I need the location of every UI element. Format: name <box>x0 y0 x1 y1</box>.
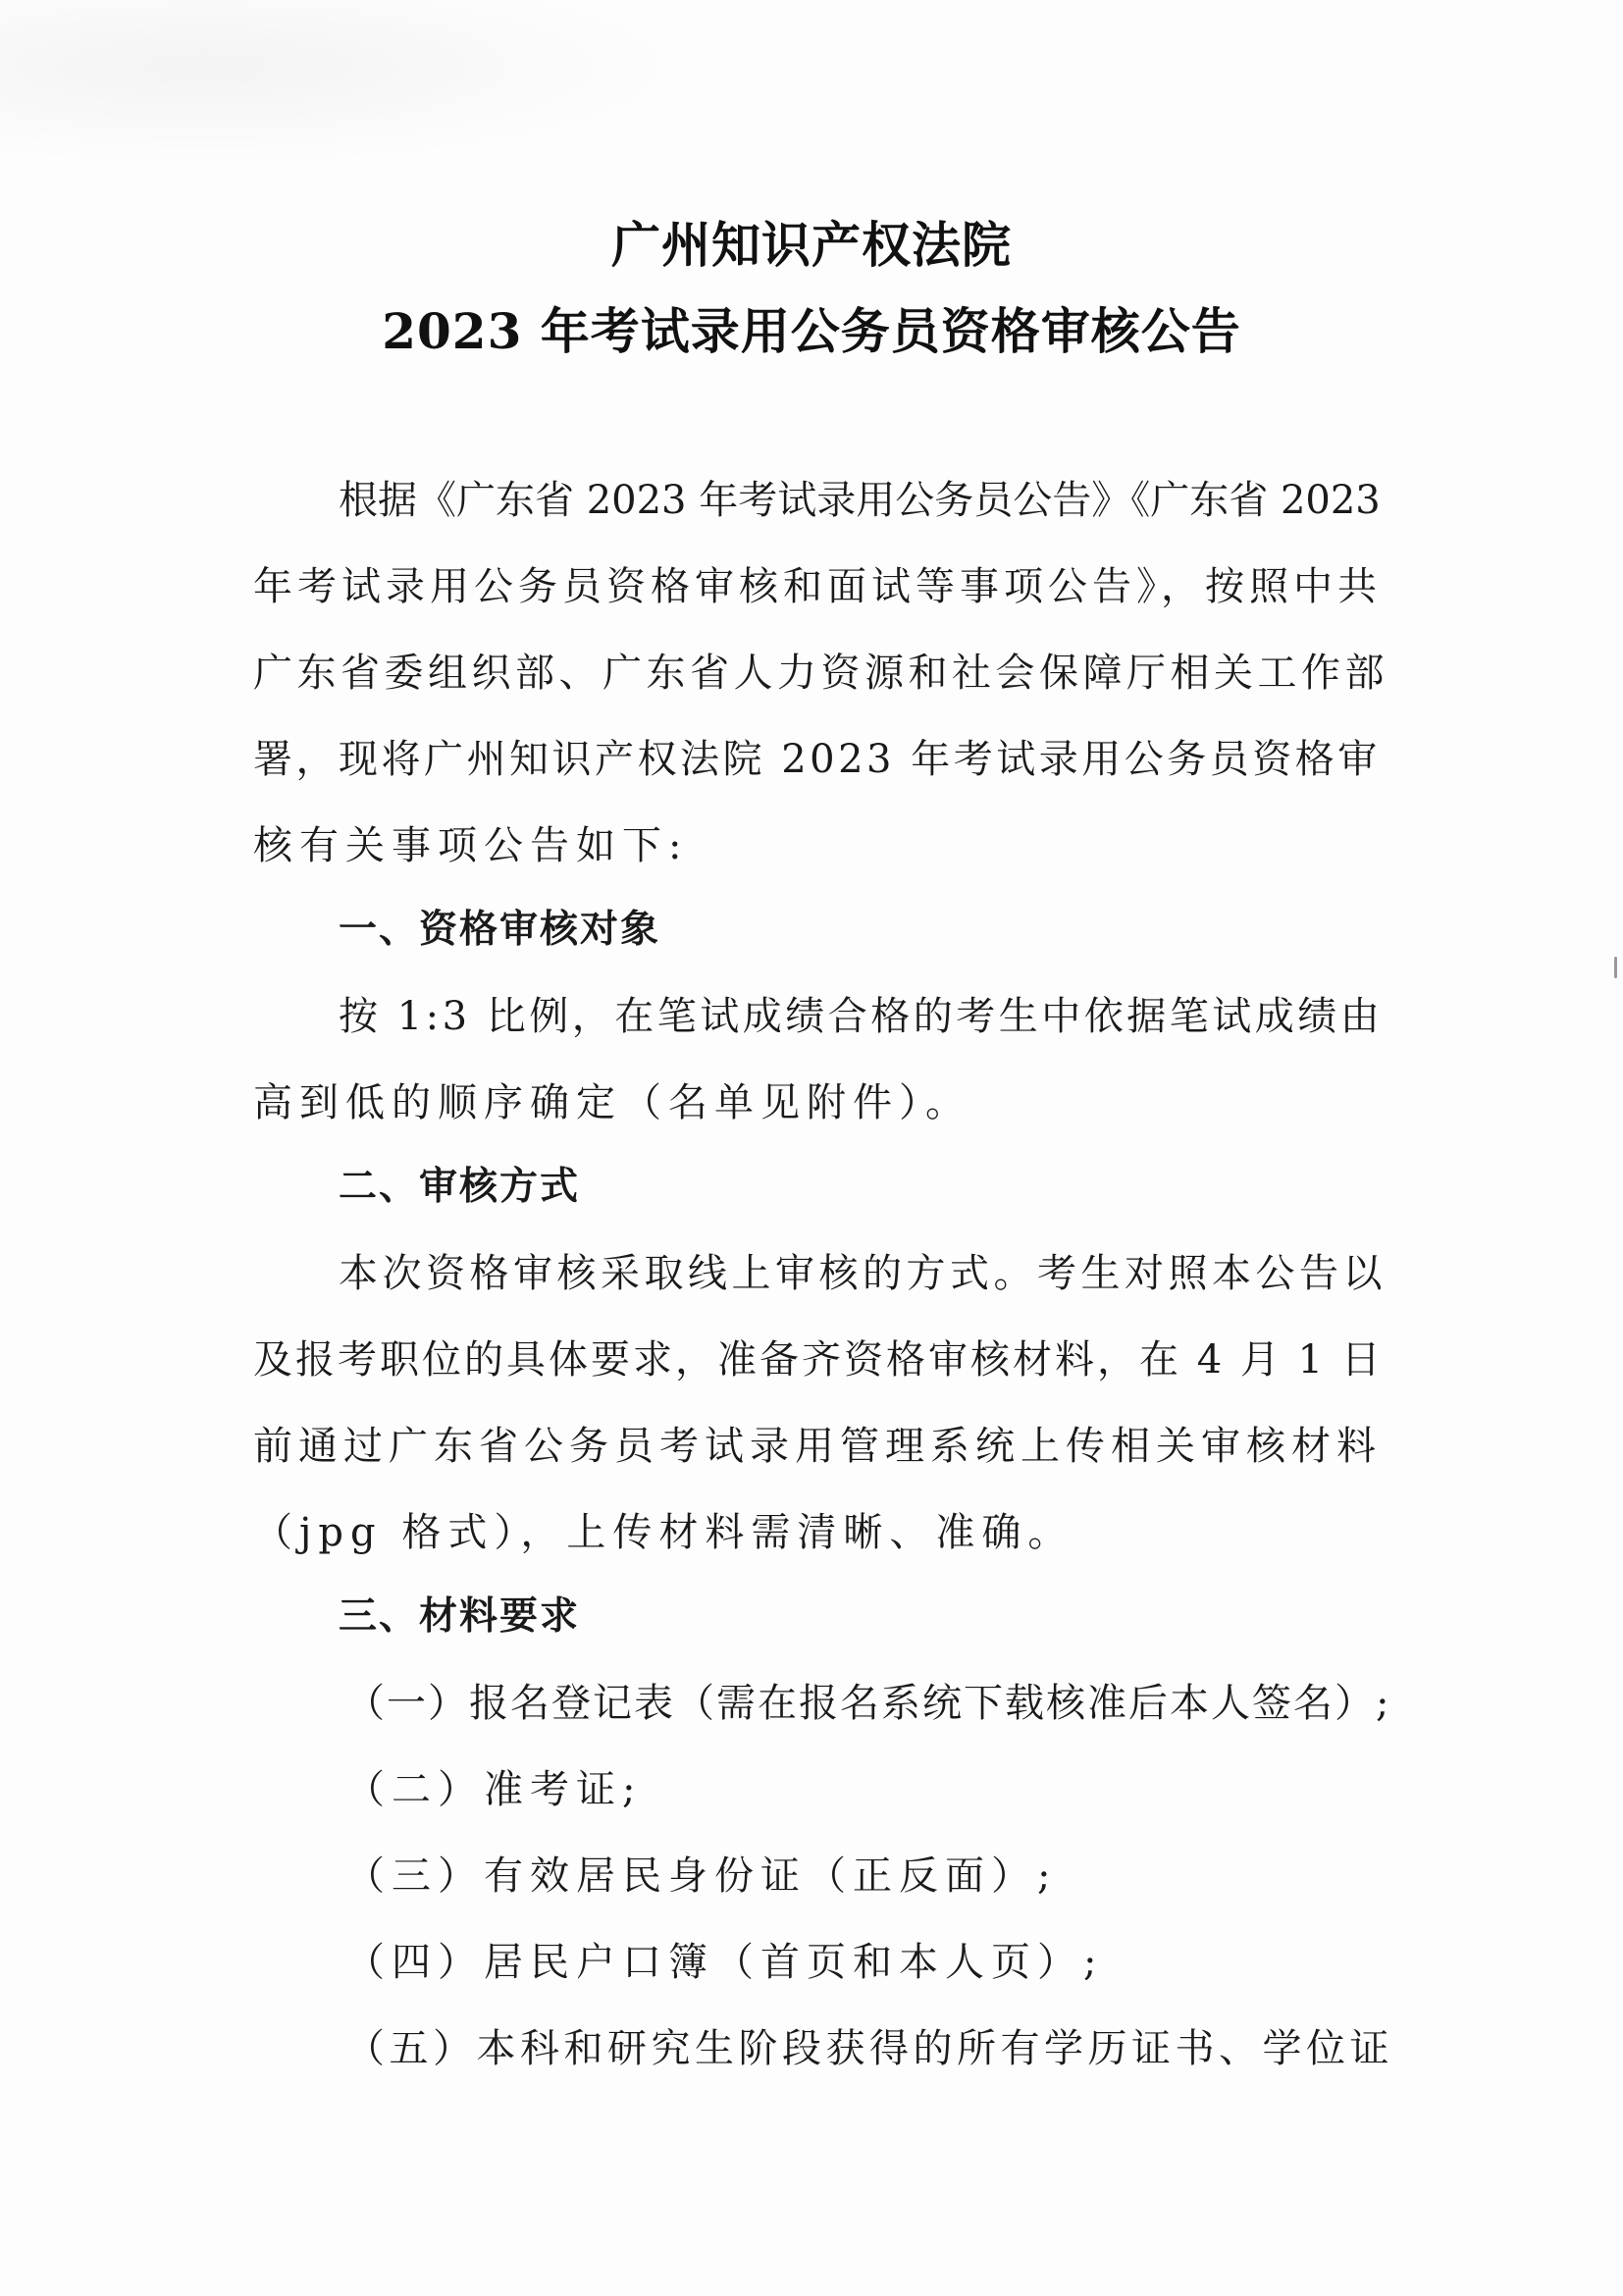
intro-line-4: 署，现将广州知识产权法院 2023 年考试录用公务员资格审 <box>253 737 1381 782</box>
section3-item-1: （一）报名登记表（需在报名系统下载核准后本人签名）; <box>345 1681 1391 1726</box>
section2-line-1: 本次资格审核采取线上审核的方式。考生对照本公告以 <box>339 1251 1387 1296</box>
section2-line-2: 及报考职位的具体要求，准备齐资格审核材料，在 4 月 1 日 <box>253 1337 1384 1383</box>
intro-line-3: 广东省委组织部、广东省人力资源和社会保障厅相关工作部 <box>253 651 1388 696</box>
section3-item-4: （四）居民户口簿（首页和本人页）; <box>345 1940 1104 1985</box>
intro-line-2: 年考试录用公务员资格审核和面试等事项公告》，按照中共 <box>253 564 1382 609</box>
section3-heading: 三、材料要求 <box>339 1594 581 1639</box>
section2-heading: 二、审核方式 <box>339 1165 581 1209</box>
section1-line-2: 高到低的顺序确定（名单见附件）。 <box>253 1080 971 1125</box>
section1-line-1: 按 1:3 比例，在笔试成绩合格的考生中依据笔试成绩由 <box>339 994 1384 1039</box>
scan-smudge <box>0 0 687 167</box>
section1-heading: 一、资格审核对象 <box>339 908 661 952</box>
intro-line-5: 核有关事项公告如下: <box>253 823 689 868</box>
section3-item-2: （二）准考证; <box>345 1767 643 1812</box>
section2-line-3: 前通过广东省公务员考试录用管理系统上传相关审核材料 <box>253 1424 1382 1469</box>
section3-item-5: （五）本科和研究生阶段获得的所有学历证书、学位证 <box>345 2026 1393 2071</box>
document-title-line1: 广州知识产权法院 <box>611 216 1012 274</box>
document-title-line2: 2023 年考试录用公务员资格审核公告 <box>382 302 1241 360</box>
intro-line-1: 根据《广东省 2023 年考试录用公务员公告》《广东省 2023 <box>339 478 1381 523</box>
section2-line-4: （jpg 格式），上传材料需清晰、准确。 <box>253 1510 1074 1555</box>
section3-item-3: （三）有效居民身份证（正反面）; <box>345 1853 1058 1899</box>
scan-edge-mark <box>1614 957 1617 978</box>
